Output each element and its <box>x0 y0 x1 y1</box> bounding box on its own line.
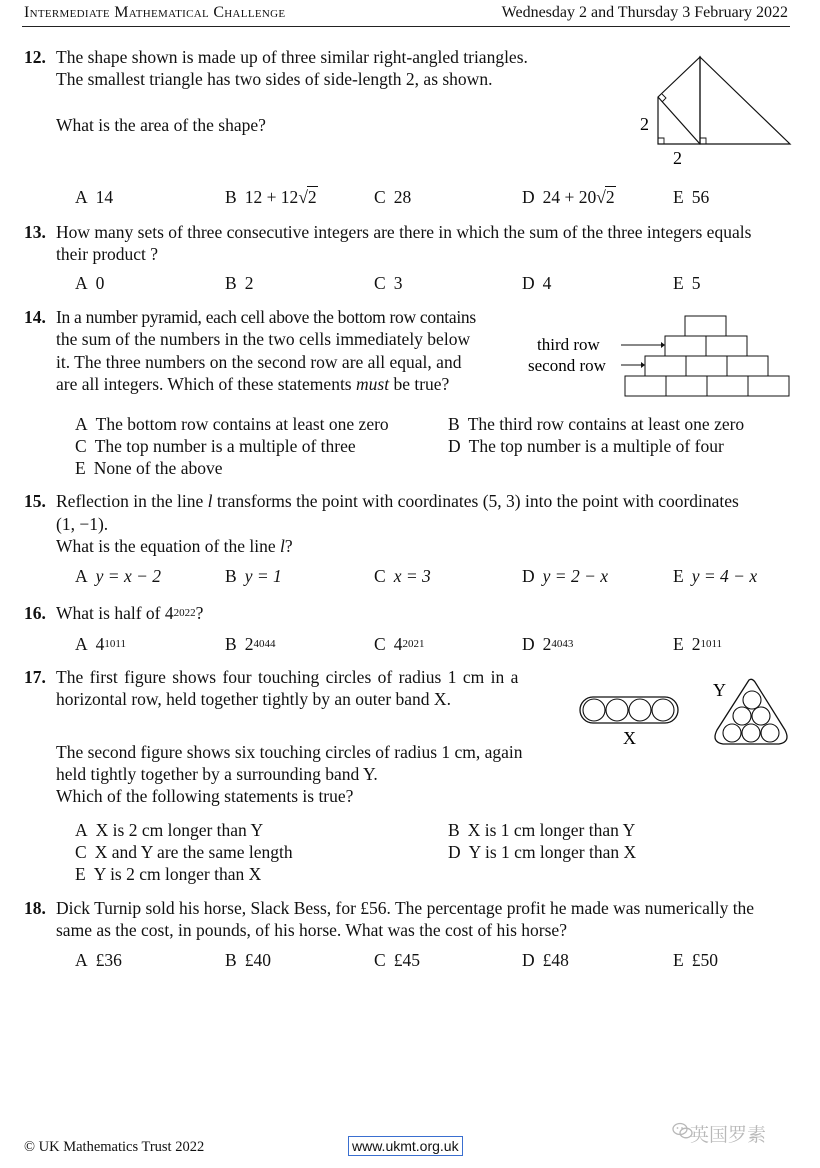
option-a[interactable]: A 0 <box>75 273 105 293</box>
circles-triangle-figure <box>705 676 795 748</box>
question-text: What is the equation of the line l? <box>56 536 293 556</box>
question-number: 16. <box>24 603 46 623</box>
option-e[interactable]: E y = 4 − x <box>673 566 758 586</box>
question-text: Dick Turnip sold his horse, Slack Bess, for £56. The percentage profit he made was numerically the <box>56 898 755 918</box>
question-text: The shape shown is made up of three similar right-angled triangles. <box>56 47 528 67</box>
question-text: horizontal row, held together tightly by an outer band X. <box>56 689 451 709</box>
question-number: 18. <box>24 898 46 918</box>
question-text: The first figure shows four touching circles of radius 1 cm in a <box>56 667 519 687</box>
question-text: are all integers. Which of these statements must be true? <box>56 374 450 394</box>
question-text: Reflection in the line l transforms the point with coordinates (5, 3) into the point with coordinates <box>56 491 739 511</box>
option-b[interactable]: B $2^{4044}$ <box>225 634 276 654</box>
option-d[interactable]: D £48 <box>522 950 569 970</box>
option-d[interactable]: D Y is 1 cm longer than X <box>448 842 637 862</box>
question-text: (1, −1). <box>56 514 109 534</box>
option-d[interactable]: D y = 2 − x <box>522 566 609 586</box>
option-b[interactable]: B The third row contains at least one zero <box>448 414 745 434</box>
question-text: Which of the following statements is true? <box>56 786 354 806</box>
option-c[interactable]: C 28 <box>374 187 412 207</box>
option-a[interactable]: A £36 <box>75 950 122 970</box>
question-text: The smallest triangle has two sides of side-length 2, as shown. <box>56 69 493 89</box>
question-text: What is the area of the shape? <box>56 115 266 135</box>
second-row-label: second row <box>528 356 606 375</box>
option-d[interactable]: D $2^{4043}$ <box>522 634 574 654</box>
header-date: Wednesday 2 and Thursday 3 February 2022 <box>501 4 788 21</box>
question-text: The second figure shows six touching circles of radius 1 cm, again <box>56 742 523 762</box>
option-e[interactable]: E £50 <box>673 950 718 970</box>
question-text: same as the cost, in pounds, of his horse. What was the cost of his horse? <box>56 920 567 940</box>
option-c[interactable]: C X and Y are the same length <box>75 842 293 862</box>
question-number: 13. <box>24 222 46 242</box>
option-a[interactable]: A X is 2 cm longer than Y <box>75 820 264 840</box>
header-rule <box>22 26 790 27</box>
option-c[interactable]: C $4^{2021}$ <box>374 634 425 654</box>
question-text: How many sets of three consecutive integers are there in which the sum of the three integers equals <box>56 222 752 242</box>
circles-row-figure <box>575 690 685 750</box>
question-number: 15. <box>24 491 46 511</box>
option-d[interactable]: D The top number is a multiple of four <box>448 436 724 456</box>
bottom-label: 2 <box>673 148 682 168</box>
side-label: 2 <box>640 114 649 134</box>
website-link[interactable]: www.ukmt.org.uk <box>348 1136 463 1156</box>
band-y-label: Y <box>713 680 726 700</box>
third-row-label: third row <box>537 335 600 354</box>
option-d[interactable]: D 4 <box>522 273 552 293</box>
option-b[interactable]: B X is 1 cm longer than Y <box>448 820 636 840</box>
option-a[interactable]: A y = x − 2 <box>75 566 162 586</box>
option-e[interactable]: E None of the above <box>75 458 223 478</box>
triangles-figure <box>630 50 800 170</box>
question-text: held tightly together by a surrounding band Y. <box>56 764 378 784</box>
question-text: it. The three numbers on the second row are all equal, and <box>56 352 462 372</box>
option-b[interactable]: B y = 1 <box>225 566 282 586</box>
copyright: © UK Mathematics Trust 2022 <box>24 1139 205 1155</box>
question-text: their product ? <box>56 244 159 264</box>
option-b[interactable]: B 12 + 12√2 <box>225 187 317 207</box>
option-e[interactable]: E Y is 2 cm longer than X <box>75 864 262 884</box>
option-c[interactable]: C The top number is a multiple of three <box>75 436 356 456</box>
watermark: 英国罗素 <box>690 1125 767 1146</box>
question-number: 12. <box>24 47 46 67</box>
question-text: In a number pyramid, each cell above the bottom row contains <box>56 307 476 327</box>
number-pyramid-figure <box>525 314 791 400</box>
option-a[interactable]: A The bottom row contains at least one zero <box>75 414 389 434</box>
question-text: What is half of $4^{2022}$? <box>56 603 204 623</box>
option-b[interactable]: B 2 <box>225 273 254 293</box>
option-d[interactable]: D 24 + 20√2 <box>522 187 615 207</box>
option-a[interactable]: A $4^{1011}$ <box>75 634 126 654</box>
question-text: the sum of the numbers in the two cells immediately below <box>56 329 471 349</box>
question-number: 14. <box>24 307 46 327</box>
option-c[interactable]: C 3 <box>374 273 403 293</box>
option-e[interactable]: E 56 <box>673 187 710 207</box>
header-title: Intermediate Mathematical Challenge <box>24 4 286 21</box>
option-c[interactable]: C £45 <box>374 950 420 970</box>
question-number: 17. <box>24 667 46 687</box>
option-e[interactable]: E 5 <box>673 273 701 293</box>
option-b[interactable]: B £40 <box>225 950 271 970</box>
option-e[interactable]: E $2^{1011}$ <box>673 634 723 654</box>
band-x-label: X <box>623 728 636 748</box>
option-a[interactable]: A 14 <box>75 187 114 207</box>
option-c[interactable]: C x = 3 <box>374 566 431 586</box>
